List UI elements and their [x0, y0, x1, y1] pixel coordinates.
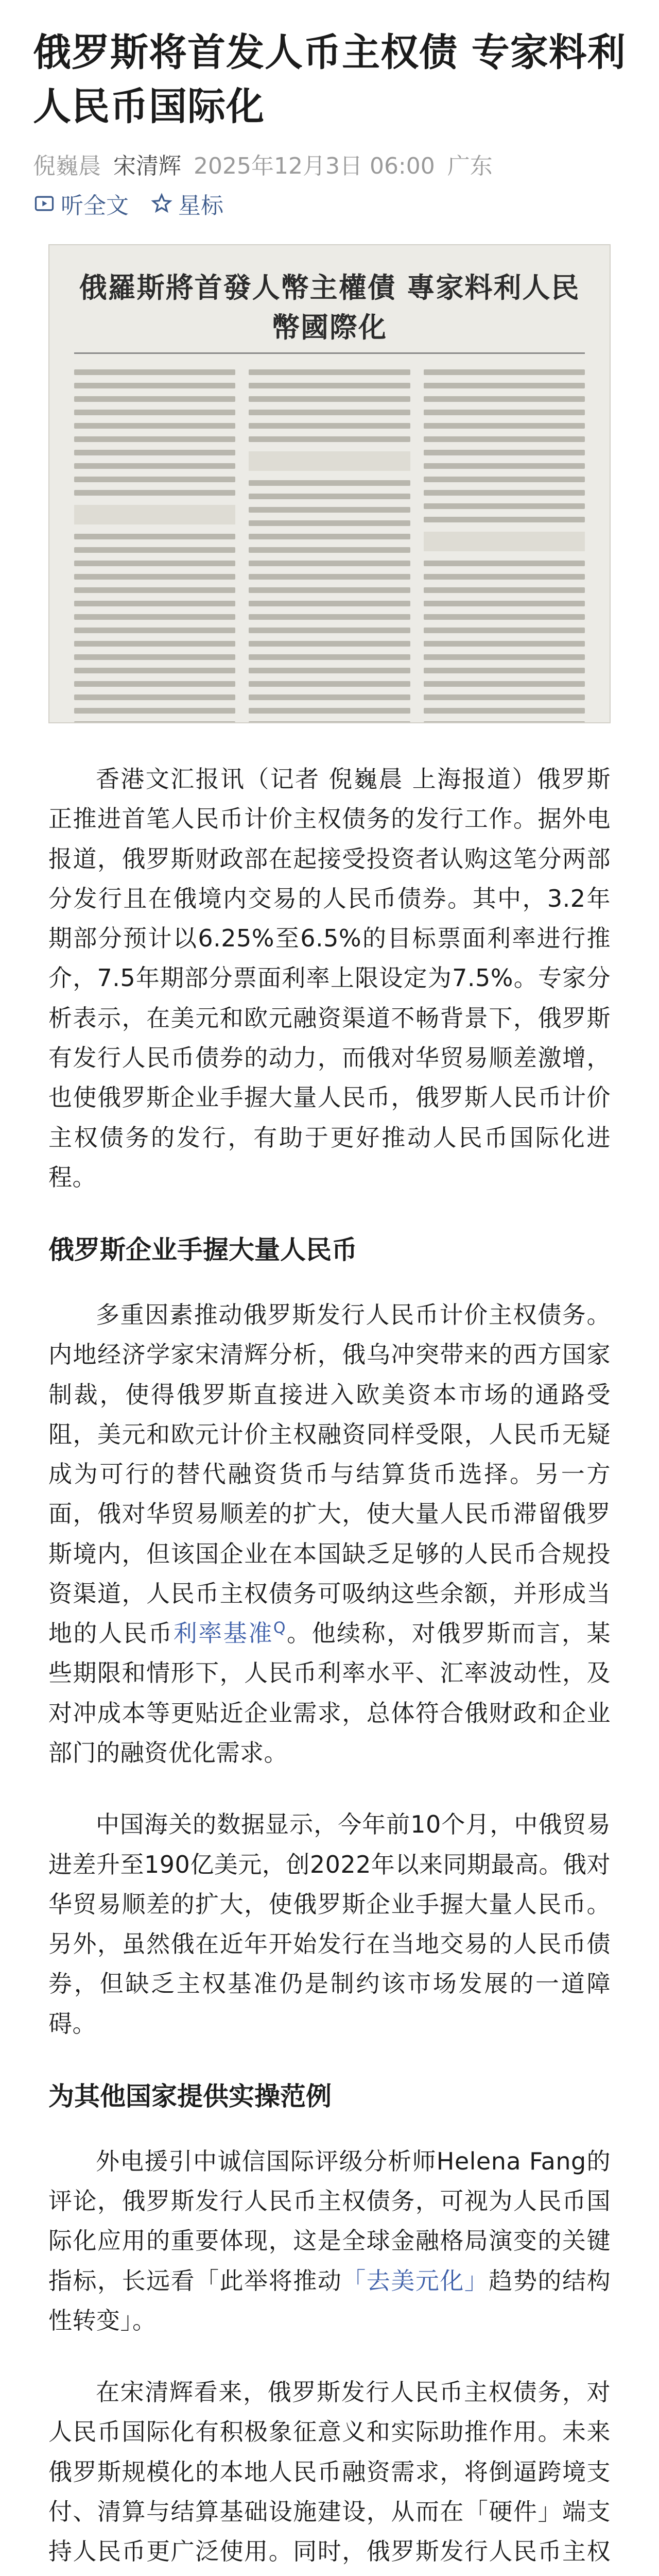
publish-location: 广东 [447, 153, 493, 180]
photo-columns [74, 369, 585, 723]
listen-button[interactable] [33, 187, 129, 220]
article-title: 俄罗斯将首发人币主权债 专家料利人民币国际化 [33, 30, 626, 129]
de-dollarization-link[interactable]: 「去美元化」 [342, 2266, 489, 2295]
listen-icon [33, 192, 56, 215]
publish-date: 2025年12月3日 06:00 [194, 153, 435, 180]
section-heading: 俄罗斯企业手握大量人民币 [48, 1235, 357, 1265]
newspaper-photo [48, 244, 611, 723]
star-label: 星标 [178, 193, 223, 219]
star-button[interactable] [150, 187, 223, 220]
section-heading: 为其他国家提供实操范例 [48, 2081, 332, 2111]
body-paragraph: 多重因素推动俄罗斯发行人民币计价主权债务。内地经济学家宋清辉分析，俄乌冲突带来的西方国家制裁，使得俄罗斯直接进入欧美资本市场的通路受阻，美元和欧元计价主权融资同样受限，人民币无疑成为可行的替代融资货币与结算货币选择。另一方面，俄对华贸易顺差的扩大，使大量人民币滞留俄罗斯境内，但该国企业在本国缺乏足够的人民币合规投资渠道，人民币主权债务可吸纳这些余额，并形成当地的人民币利率基准$^Q$。他续称，对俄罗斯而言，某些期限和情形下，人民币利率水平、汇率波动性，及对冲成本等更贴近企业需求，总体符合俄财政和企业部门的融资优化需求。 [48, 1301, 611, 1767]
star-icon [150, 192, 173, 215]
body-paragraph: 外电援引中诚信国际评级分析师Helena Fang的评论，俄罗斯发行人民币主权债务，可视为人民币国际化应用的重要体现，这是全球金融格局演变的关键指标，长远看「此举将推动「去美元化」趋势的结构性转变」。 [48, 2147, 611, 2334]
body-paragraph: 在宋清辉看来，俄罗斯发行人民币主权债务，对人民币国际化有积极象征意义和实际助推作用。未来俄罗斯规模化的本地人民币融资需求，将倒逼跨境支付、清算与结算基础设施建设，从而在「硬件」端支持人民币更广泛使用。同时，俄罗斯发行人民币主权 [48, 2378, 611, 2566]
listen-label: 听全文 [61, 193, 129, 219]
article-actions [33, 185, 626, 222]
article-body [33, 723, 626, 2576]
rate-benchmark-link[interactable]: 利率基准 [173, 1619, 273, 1648]
author-name-2[interactable]: 宋清辉 [113, 153, 181, 180]
author-name[interactable]: 倪巍晨 [33, 153, 101, 180]
body-paragraph: 中国海关的数据显示，今年前10个月，中俄贸易进差升至190亿美元，创2022年以来同期最高。俄对华贸易顺差的扩大，使俄罗斯企业手握大量人民币。另外，虽然俄在近年开始发行在当地交易的人民币债券，但缺乏主权基准仍是制约该市场发展的一道障碍。 [48, 1810, 611, 2038]
article-meta [33, 147, 626, 180]
photo-headline: 俄羅斯將首發人幣主權債 專家料利人民幣國際化 [74, 266, 585, 354]
search-tag-icon[interactable]: Q [273, 1619, 286, 1637]
lead-paragraph: 香港文汇报讯（记者 倪巍晨 上海报道）俄罗斯正推进首笔人民币计价主权债务的发行工作。据外电报道，俄罗斯财政部在起接受投资者认购这笔分两部分发行且在俄境内交易的人民币债券。其中，3.2年期部分预计以6.25%至6.5%的目标票面利率进行推介，7.5年期部分票面利率上限设定为7.5%。专家分析表示，在美元和欧元融资渠道不畅背景下，俄罗斯有发行人民币债券的动力，而俄对华贸易顺差激增，也使俄罗斯企业手握大量人民币，俄罗斯人民币计价主权债务的发行，有助于更好推动人民币国际化进程。 [48, 765, 611, 1191]
